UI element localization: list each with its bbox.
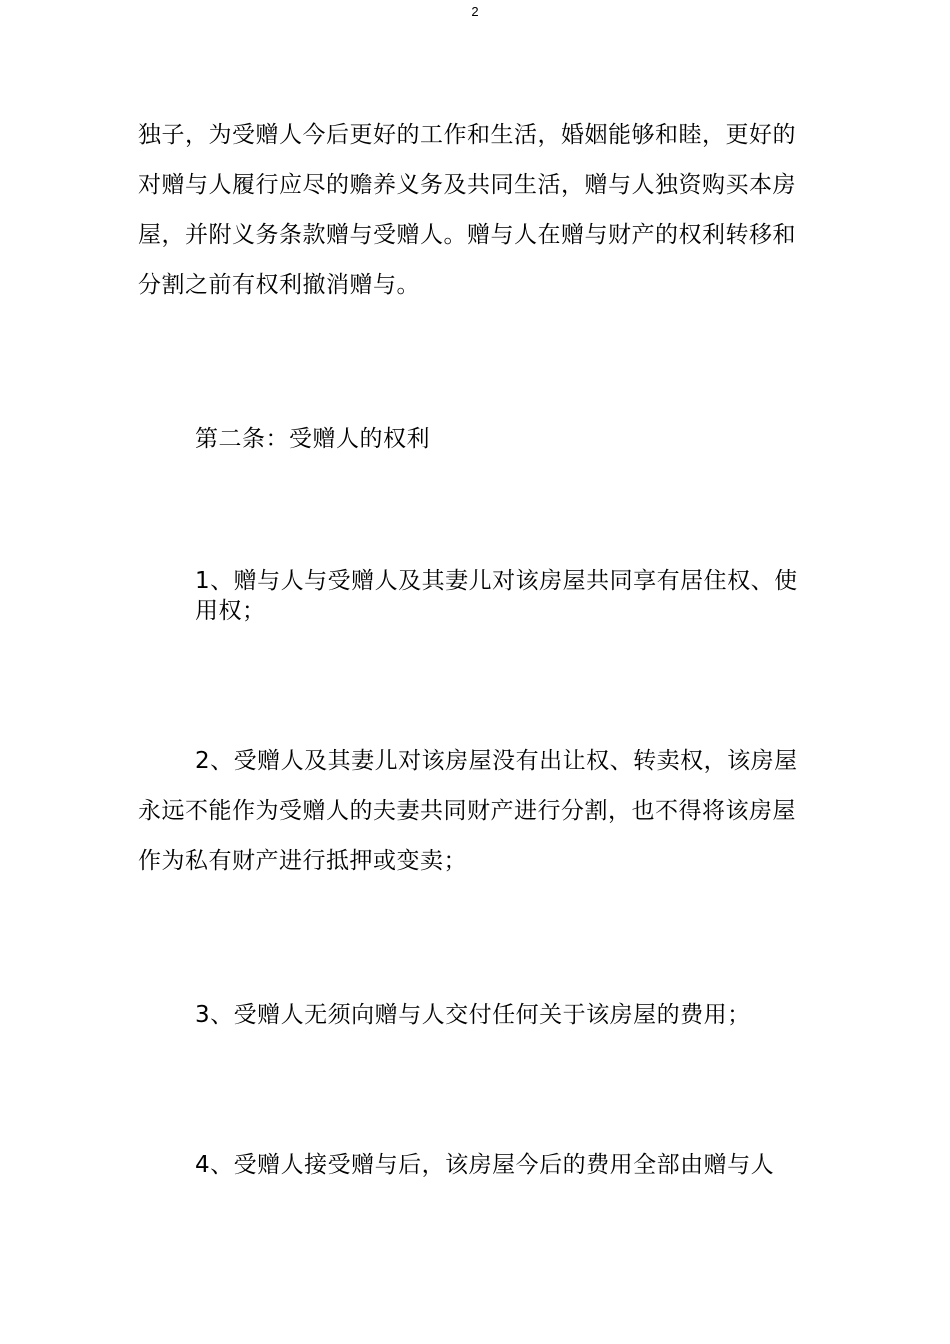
clause-4-future-costs: 4、受赠人接受赠与后，该房屋今后的费用全部由赠与人: [195, 1152, 775, 1178]
clause-2-no-transfer-rights: 2、受赠人及其妻儿对该房屋没有出让权、转卖权，该房屋永远不能作为受赠人的夫妻共同财产进行分割，也不得将该房屋作为私有财产进行抵押或变卖；: [138, 748, 798, 874]
page-number: 2: [471, 4, 479, 19]
article-heading-donee-rights: 第二条：受赠人的权利: [195, 426, 430, 452]
paragraph-donation-purpose: 独子，为受赠人今后更好的工作和生活，婚姻能够和睦，更好的对赠与人履行应尽的赡养义务及共同生活，赠与人独资购买本房屋，并附义务条款赠与受赠人。赠与人在赠与财产的权利转移和分割之前有权利撤消赠与。: [138, 122, 796, 298]
clause-3-no-fees: 3、受赠人无须向赠与人交付任何关于该房屋的费用；: [195, 1002, 751, 1028]
clause-1-residence-rights: 1、赠与人与受赠人及其妻儿对该房屋共同享有居住权、使用权；: [195, 568, 798, 624]
